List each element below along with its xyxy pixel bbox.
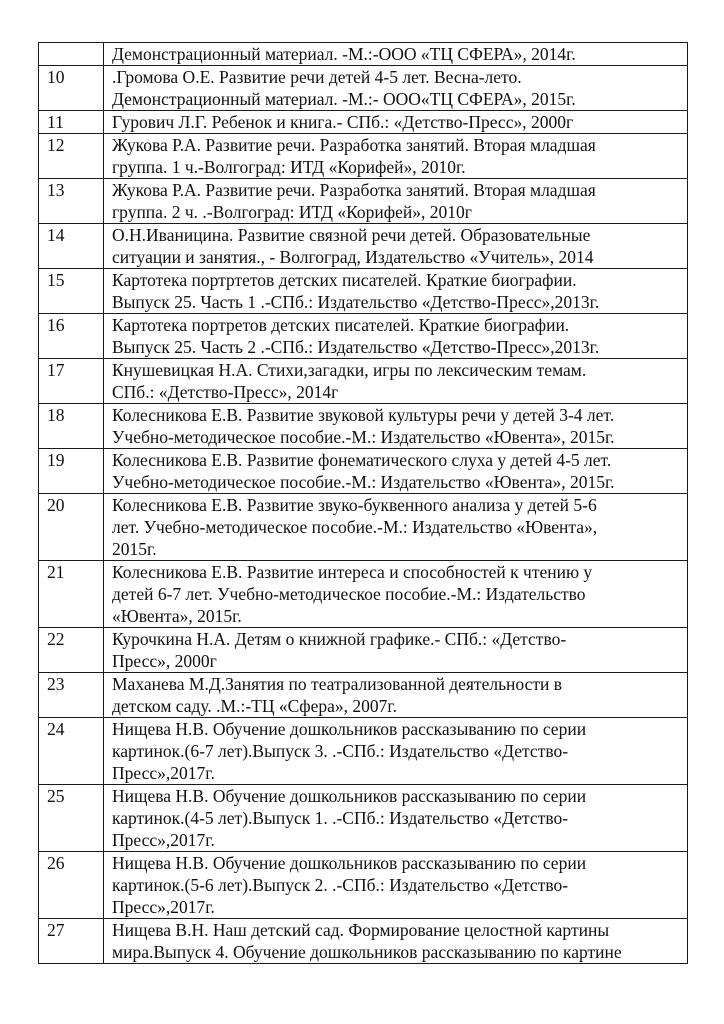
reference-line: Нищева Н.В. Обучение дошкольников рассказыванию по серии: [112, 786, 587, 806]
row-number: 14: [39, 224, 104, 269]
table-row: [39, 359, 688, 404]
reference-text: [104, 718, 688, 785]
table-row: [39, 269, 688, 314]
reference-text: [104, 785, 688, 852]
reference-text: [104, 494, 688, 561]
reference-text: [104, 111, 688, 134]
reference-text: [104, 404, 688, 449]
reference-line: детей 6-7 лет. Учебно-методическое пособие.-М.: Издательство: [112, 584, 586, 604]
reference-line: Демонстрационный материал. -М.:- ООО«ТЦ СФЕРА», 2015г.: [112, 89, 576, 109]
table-row: [39, 449, 688, 494]
row-number: 19: [39, 449, 104, 494]
table-row: [39, 43, 688, 66]
reference-line: Пресс»,2017г.: [112, 763, 215, 783]
reference-line: картинок.(6-7 лет).Выпуск 3. .-СПб.: Издательство «Детство-: [112, 741, 569, 761]
table-row: [39, 673, 688, 718]
reference-line: Демонстрационный материал. -М.:-ООО «ТЦ СФЕРА», 2014г.: [112, 44, 576, 64]
reference-line: детском саду. .М.:-ТЦ «Сфера», 2007г.: [112, 696, 398, 716]
reference-line: мира.Выпуск 4. Обучение дошкольников рассказыванию по картине: [112, 942, 622, 962]
reference-text: [104, 224, 688, 269]
reference-line: картинок.(4-5 лет).Выпуск 1. .-СПб.: Издательство «Детство-: [112, 808, 569, 828]
row-number: 17: [39, 359, 104, 404]
reference-line: Колесникова Е.В. Развитие звуковой культуры речи у детей 3-4 лет.: [112, 405, 615, 425]
reference-line: Нищева В.Н. Наш детский сад. Формирование целостной картины: [112, 920, 610, 940]
reference-line: Колесникова Е.В. Развитие звуко-буквенного анализа у детей 5-6: [112, 495, 597, 515]
reference-line: Учебно-методическое пособие.-М.: Издательство «Ювента», 2015г.: [112, 427, 615, 447]
row-number: 11: [39, 111, 104, 134]
table-row: [39, 494, 688, 561]
row-number: 24: [39, 718, 104, 785]
table-row: [39, 111, 688, 134]
reference-text: [104, 134, 688, 179]
table-row: [39, 785, 688, 852]
reference-line: Гурович Л.Г. Ребенок и книга.- СПб.: «Детство-Пресс», 2000г: [112, 112, 574, 132]
row-number: 26: [39, 852, 104, 919]
reference-line: Картотека портретов детских писателей. Краткие биографии.: [112, 315, 570, 335]
table-row: [39, 404, 688, 449]
row-number: 27: [39, 919, 104, 964]
table-row: [39, 134, 688, 179]
reference-line: Пресс»,2017г.: [112, 830, 215, 850]
reference-line: картинок.(5-6 лет).Выпуск 2. .-СПб.: Издательство «Детство-: [112, 875, 569, 895]
reference-line: Пресс»,2017г.: [112, 897, 215, 917]
row-number: 21: [39, 561, 104, 628]
table-row: [39, 718, 688, 785]
reference-line: лет. Учебно-методическое пособие.-М.: Издательство «Ювента»,: [112, 517, 598, 537]
reference-text: [104, 919, 688, 964]
table-row: [39, 628, 688, 673]
table-row: [39, 179, 688, 224]
table-row: [39, 919, 688, 964]
reference-text: [104, 673, 688, 718]
reference-line: группа. 1 ч.-Волгоград: ИТД «Корифей», 2010г.: [112, 157, 466, 177]
reference-text: [104, 449, 688, 494]
table-row: [39, 224, 688, 269]
reference-text: [104, 269, 688, 314]
table-row: [39, 561, 688, 628]
reference-text: [104, 66, 688, 111]
reference-line: Колесникова Е.В. Развитие интереса и способностей к чтению у: [112, 562, 593, 582]
row-number: 20: [39, 494, 104, 561]
reference-text: [104, 43, 688, 66]
row-number: [39, 43, 104, 66]
row-number: 22: [39, 628, 104, 673]
reference-text: [104, 359, 688, 404]
reference-line: Выпуск 25. Часть 1 .-СПб.: Издательство «Детство-Пресс»,2013г.: [112, 292, 600, 312]
reference-line: группа. 2 ч. .-Волгоград: ИТД «Корифей», 2010г: [112, 202, 472, 222]
row-number: 23: [39, 673, 104, 718]
table-row: [39, 852, 688, 919]
reference-line: Маханева М.Д.Занятия по театрализованной деятельности в: [112, 674, 563, 694]
table-row: [39, 314, 688, 359]
reference-line: Жукова Р.А. Развитие речи. Разработка занятий. Вторая младшая: [112, 180, 596, 200]
reference-line: Кнушевицкая Н.А. Стихи,загадки, игры по лексическим темам.: [112, 360, 587, 380]
reference-line: Картотека портртетов детских писателей. Краткие биографии.: [112, 270, 577, 290]
row-number: 18: [39, 404, 104, 449]
reference-line: ситуации и занятия., - Волгоград, Издательство «Учитель», 2014: [112, 247, 594, 267]
reference-line: Учебно-методическое пособие.-М.: Издательство «Ювента», 2015г.: [112, 472, 615, 492]
reference-text: [104, 852, 688, 919]
reference-line: Колесникова Е.В. Развитие фонематического слуха у детей 4-5 лет.: [112, 450, 612, 470]
row-number: 25: [39, 785, 104, 852]
reference-text: [104, 179, 688, 224]
row-number: 10: [39, 66, 104, 111]
reference-text: [104, 314, 688, 359]
reference-line: 2015г.: [112, 539, 157, 559]
reference-text: [104, 628, 688, 673]
reference-line: СПб.: «Детство-Пресс», 2014г: [112, 382, 339, 402]
reference-line: Жукова Р.А. Развитие речи. Разработка занятий. Вторая младшая: [112, 135, 596, 155]
reference-line: Курочкина Н.А. Детям о книжной графике.- СПб.: «Детство-: [112, 629, 567, 649]
reference-line: «Ювента», 2015г.: [112, 606, 242, 626]
row-number: 13: [39, 179, 104, 224]
reference-line: О.Н.Иваницина. Развитие связной речи детей. Образовательные: [112, 225, 591, 245]
row-number: 16: [39, 314, 104, 359]
row-number: 12: [39, 134, 104, 179]
reference-line: Нищева Н.В. Обучение дошкольников рассказыванию по серии: [112, 853, 587, 873]
row-number: 15: [39, 269, 104, 314]
reference-line: Выпуск 25. Часть 2 .-СПб.: Издательство «Детство-Пресс»,2013г.: [112, 337, 600, 357]
reference-line: Пресс», 2000г: [112, 651, 217, 671]
bibliography-table: [38, 42, 688, 964]
bibliography-table-body: [39, 43, 688, 964]
reference-line: Нищева Н.В. Обучение дошкольников рассказыванию по серии: [112, 719, 587, 739]
reference-text: [104, 561, 688, 628]
reference-line: .Громова О.Е. Развитие речи детей 4-5 лет. Весна-лето.: [112, 67, 522, 87]
table-row: [39, 66, 688, 111]
